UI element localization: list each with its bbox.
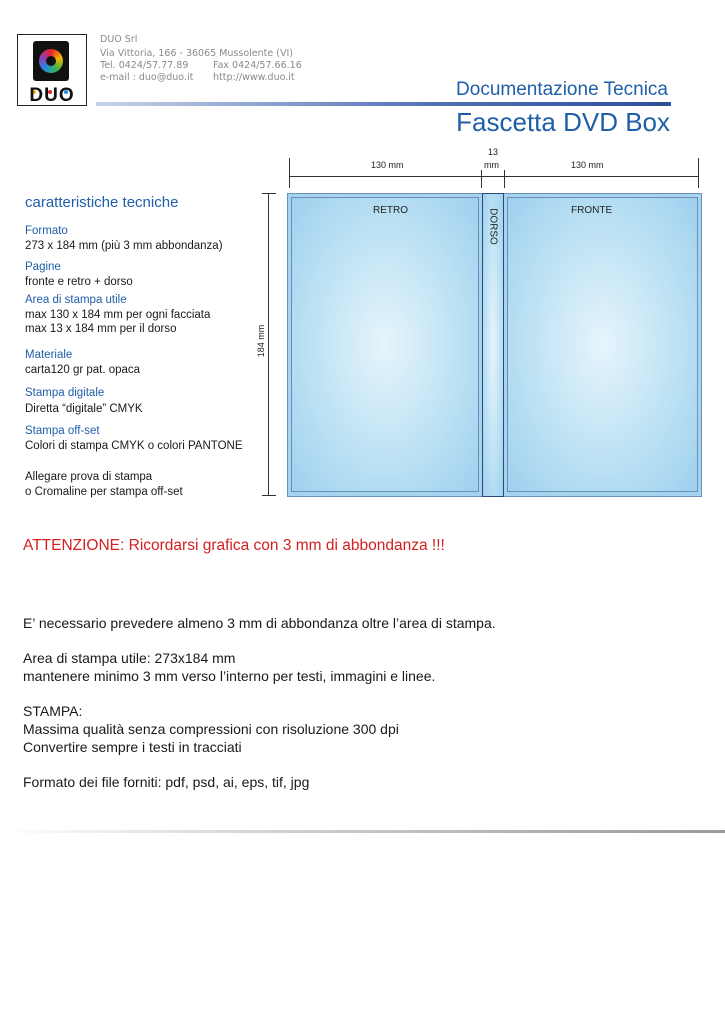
dimension-spine-width-unit: mm [484, 160, 499, 170]
dim-tick-spine-left [481, 170, 482, 188]
area-value-faces: max 130 x 184 mm per ogni facciata [25, 309, 211, 321]
formato-label: Formato [25, 225, 68, 237]
dimension-height: 184 mm [256, 324, 266, 358]
dim-tick-left [289, 158, 290, 188]
note-outlines: Convertire sempre i testi in tracciati [23, 739, 242, 755]
dimension-front-width: 130 mm [571, 160, 604, 170]
document-title: Documentazione Tecnica [456, 79, 668, 100]
header-rule [96, 102, 671, 106]
digitale-value: Diretta “digitale” CMYK [25, 403, 143, 415]
panel-front-label: FRONTE [571, 205, 613, 216]
dimension-back-width: 130 mm [371, 160, 404, 170]
dimension-spine-width-value: 13 [488, 147, 499, 157]
duo-logo [17, 34, 87, 106]
dimension-line-height [268, 193, 269, 495]
panel-spine-label: DORSO [487, 208, 499, 245]
offset-value: Colori di stampa CMYK o colori PANTONE [25, 440, 243, 452]
pagine-label: Pagine [25, 261, 61, 273]
offset-label: Stampa off-set [25, 425, 100, 437]
note-file-formats: Formato dei file forniti: pdf, psd, ai, eps, tif, jpg [23, 774, 310, 790]
specs-heading: caratteristiche tecniche [25, 194, 179, 211]
panel-back-label: RETRO [373, 205, 408, 216]
note-stampa-heading: STAMPA: [23, 703, 83, 719]
company-email: e-mail : duo@duo.it [100, 72, 194, 83]
allegare-line-1: Allegare prova di stampa [25, 471, 153, 483]
note-print-area: Area di stampa utile: 273x184 mm [23, 650, 236, 666]
pagine-value: fronte e retro + dorso [25, 276, 133, 288]
company-phone: Tel. 0424/57.77.89 [100, 60, 189, 71]
footer-rule [0, 830, 725, 833]
dim-tick-right [698, 158, 699, 188]
logo-mark [33, 41, 69, 81]
note-safe-margin: mantenere minimo 3 mm verso l’interno per testi, immagini e linee. [23, 668, 436, 684]
company-website: http://www.duo.it [213, 72, 295, 83]
dim-tick-spine-right [504, 170, 505, 188]
company-fax: Fax 0424/57.66.16 [213, 60, 302, 71]
company-address: Via Vittoria, 166 - 36065 Mussolente (VI) [100, 48, 293, 59]
panel-front [507, 197, 698, 492]
company-name: DUO Srl [100, 34, 138, 45]
note-quality: Massima qualità senza compressioni con risoluzione 300 dpi [23, 721, 399, 737]
note-bleed: E’ necessario prevedere almeno 3 mm di abbondanza oltre l’area di stampa. [23, 615, 496, 631]
area-label: Area di stampa utile [25, 294, 127, 306]
dim-tick-top [262, 193, 276, 194]
digitale-label: Stampa digitale [25, 387, 105, 399]
logo-text: DUO [29, 85, 75, 106]
attention-notice: ATTENZIONE: Ricordarsi grafica con 3 mm di abbondanza !!! [23, 537, 445, 554]
dim-tick-bottom [262, 495, 276, 496]
formato-value: 273 x 184 mm (più 3 mm abbondanza) [25, 240, 223, 252]
materiale-value: carta120 gr pat. opaca [25, 364, 141, 376]
allegare-line-2: o Cromaline per stampa off-set [25, 486, 183, 498]
materiale-label: Materiale [25, 349, 73, 361]
dimension-line-top [289, 176, 698, 177]
logo-color-ring-icon [39, 49, 63, 73]
panel-back [291, 197, 479, 492]
area-value-spine: max 13 x 184 mm per il dorso [25, 323, 177, 335]
document-subtitle: Fascetta DVD Box [456, 107, 670, 137]
